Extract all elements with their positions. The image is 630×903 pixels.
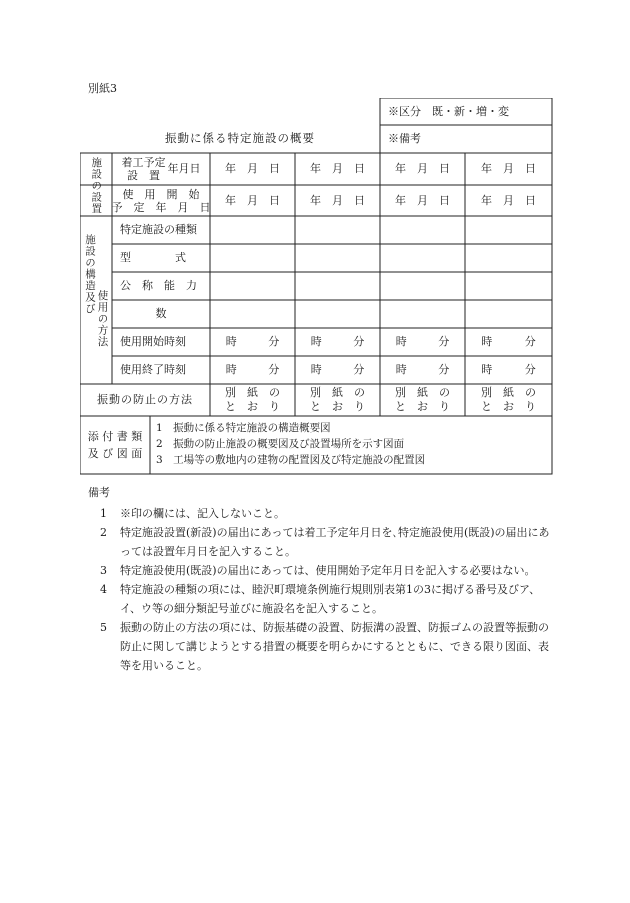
use-start-label-b: 予 定 年 月 日 [111, 200, 211, 214]
classification-field: ※区分 既・新・増・変 [388, 104, 509, 118]
install-group-label-text: 施設の設置 [90, 156, 103, 214]
use-start-time-label: 使用開始時刻 [120, 335, 186, 349]
note-item [88, 504, 558, 523]
note-text: 特定施設使用(既設)の届出にあっては、使用開始予定年月日を記入する必要はない。 [120, 564, 536, 577]
remarks-field: ※備考 [388, 132, 421, 146]
hour-unit: 時 [395, 363, 407, 377]
hour-unit: 時 [481, 363, 493, 377]
minute-unit: 分 [524, 335, 536, 349]
install-date-cell: 年 月 日 [481, 162, 536, 176]
model-label: 型 式 [120, 251, 186, 265]
start-time-cell [465, 328, 552, 356]
note-number: 5 [100, 621, 107, 634]
note-item [88, 523, 558, 561]
attachments-label-b: 及 び 図 面 [87, 447, 143, 460]
minute-unit: 分 [438, 363, 450, 377]
end-time-cell [210, 356, 295, 384]
use-start-date-label [112, 185, 210, 216]
prevention-line-2: と お り [310, 400, 365, 413]
note-item [88, 580, 558, 618]
prevention-method-cell [295, 384, 380, 416]
end-time-cell [465, 356, 552, 384]
attachment-item: 1 振動に係る特定施設の構造概要図 [156, 422, 331, 434]
hour-unit: 時 [310, 335, 322, 349]
structure-group-label-b: 使用の方法 [96, 290, 109, 348]
structure-group-label [80, 216, 112, 384]
install-date-cell: 年 月 日 [225, 162, 280, 176]
facility-form-table [80, 98, 553, 475]
start-time-cell [380, 328, 465, 356]
notes-section [88, 483, 558, 675]
install-date-cell: 年 月 日 [395, 162, 450, 176]
install-date-cell: 年 月 日 [310, 162, 365, 176]
attachment-item: 2 振動の防止施設の概要図及び設置場所を示す図面 [156, 438, 405, 450]
hour-unit: 時 [395, 335, 407, 349]
start-time-cell [295, 328, 380, 356]
use-start-date-cell: 年 月 日 [310, 193, 365, 207]
prevention-line-2: と お り [395, 400, 450, 413]
prevention-method-cell [210, 384, 295, 416]
use-end-time-label: 使用終了時刻 [120, 363, 186, 377]
notes-heading: 備考 [88, 486, 110, 499]
rated-capacity-label: 公 称 能 力 [120, 279, 197, 293]
note-item [88, 618, 558, 675]
prevention-line-1: 別 紙 の [310, 386, 365, 399]
end-time-cell [380, 356, 465, 384]
quantity-label: 数 [155, 307, 167, 321]
use-start-label-a: 使 用 開 始 [122, 187, 200, 201]
note-text: ※印の欄には、記入しないこと。 [120, 507, 285, 520]
page-label: 別紙3 [88, 82, 117, 95]
note-text: 特定施設設置(新設)の届出にあっては着工予定年月日を､特定施設使用(既設)の届出にあっては設置年月日を記入すること。 [120, 526, 550, 558]
install-date-label-b: 設 置 [127, 169, 160, 182]
attachments-label [80, 416, 150, 474]
attachments-label-a: 添 付 書 類 [87, 430, 143, 443]
note-number: 3 [100, 564, 107, 577]
install-date-label-c: 年月日 [167, 162, 201, 176]
prevention-line-1: 別 紙 の [481, 386, 536, 399]
form-title: 振動に係る特定施設の概要 [165, 131, 315, 146]
install-date-label [112, 153, 210, 185]
attachments-list [156, 420, 546, 468]
use-start-date-cell: 年 月 日 [481, 193, 536, 207]
start-time-cell [210, 328, 295, 356]
attachment-item: 3 工場等の敷地内の建物の配置図及び特定施設の配置図 [156, 454, 426, 466]
minute-unit: 分 [524, 363, 536, 377]
hour-unit: 時 [481, 335, 493, 349]
prevention-line-2: と お り [225, 400, 280, 413]
hour-unit: 時 [225, 363, 237, 377]
use-start-date-cell: 年 月 日 [395, 193, 450, 207]
note-text: 特定施設の種類の項には、睦沢町環境条例施行規則別表第1の3に掲げる番号及びア、イ、ウ等の細分類記号並びに施設名を記入すること。 [120, 583, 541, 615]
end-time-cell [295, 356, 380, 384]
prevention-method-label: 振動の防止の方法 [97, 393, 193, 407]
hour-unit: 時 [310, 363, 322, 377]
prevention-method-cell [380, 384, 465, 416]
prevention-line-2: と お り [481, 400, 536, 413]
facility-type-label: 特定施設の種類 [120, 223, 197, 237]
prevention-line-1: 別 紙 の [225, 386, 280, 399]
use-start-date-cell: 年 月 日 [225, 193, 280, 207]
prevention-method-cell [465, 384, 552, 416]
note-number: 1 [100, 507, 107, 520]
minute-unit: 分 [438, 335, 450, 349]
prevention-line-1: 別 紙 の [395, 386, 450, 399]
note-text: 振動の防止の方法の項には、防振基礎の設置、防振溝の設置、防振ゴムの設置等振動の防止に関して講じようとする措置の概要を明らかにするとともに、できる限り図面、表等を用いること。 [120, 621, 549, 672]
minute-unit: 分 [268, 335, 280, 349]
minute-unit: 分 [268, 363, 280, 377]
note-item [88, 561, 558, 580]
install-group-label [80, 153, 112, 216]
note-number: 4 [100, 583, 107, 596]
minute-unit: 分 [353, 363, 365, 377]
install-date-label-a: 着工予定 [121, 156, 166, 169]
minute-unit: 分 [353, 335, 365, 349]
hour-unit: 時 [225, 335, 237, 349]
note-number: 2 [100, 526, 107, 539]
structure-group-label-a: 施設の構造及び [84, 234, 96, 315]
